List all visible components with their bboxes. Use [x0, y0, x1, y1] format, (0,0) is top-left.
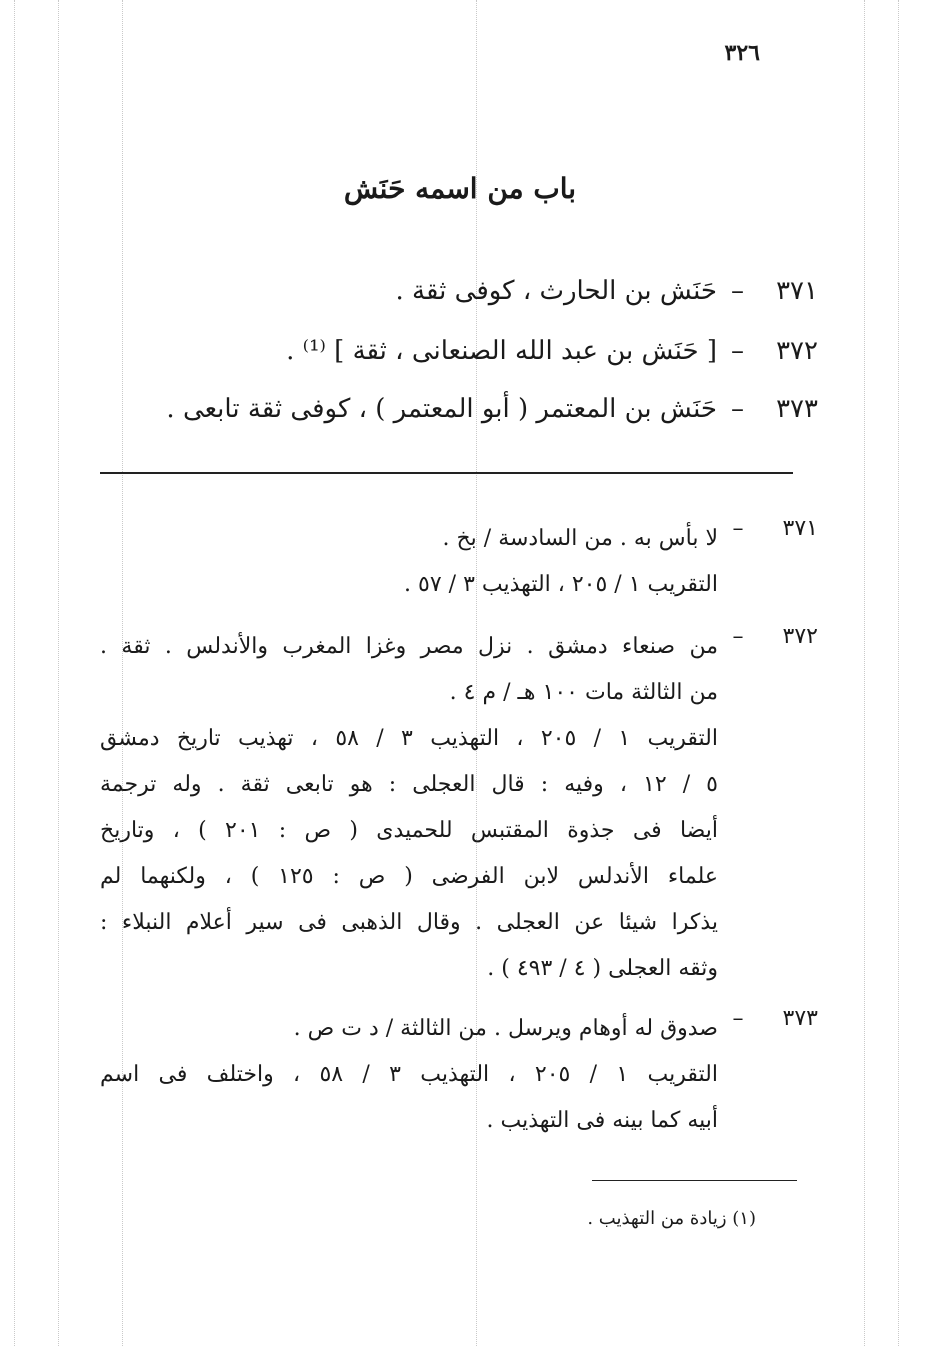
- entry-text: [ حَنَش بن عبد الله الصنعانى ، ثقة ] ⁽¹⁾ .: [286, 336, 717, 366]
- note-line: من صنعاء دمشق . نزل مصر وغزا المغرب والأندلس . ثقة .: [100, 634, 718, 659]
- note-line: وثقه العجلى ( ٤ / ٤٩٣ ) .: [487, 956, 718, 981]
- scan-artifact: [898, 0, 899, 1346]
- scan-artifact: [864, 0, 865, 1346]
- entry-item: [286, 336, 818, 366]
- note-line: أبيه كما بينه فى التهذيب .: [486, 1108, 718, 1133]
- note-line: من الثالثة مات ١٠٠ هـ / م ٤ .: [449, 680, 718, 705]
- note-line: التقريب ١ / ٢٠٥ ، التهذيب ٣ / ٥٨ ، تهذيب تاريخ دمشق: [100, 726, 718, 751]
- entry-dash: –: [731, 394, 744, 424]
- note-body: [100, 1006, 718, 1144]
- entry-item: [396, 276, 818, 306]
- note-body: [100, 624, 718, 992]
- entry-number: ٣٧٣: [776, 394, 818, 424]
- chapter-title: باب من اسمه حَنَش: [343, 172, 577, 205]
- note-dash: –: [732, 516, 744, 541]
- entry-dash: –: [731, 276, 744, 306]
- note-line: ٥ / ١٢ ، وفيه : قال العجلى : هو تابعى ثقة . وله ترجمة: [100, 772, 718, 797]
- note-line: التقريب ١ / ٢٠٥ ، التهذيب ٣ / ٥٧ .: [404, 572, 718, 597]
- scan-artifact: [14, 0, 15, 1346]
- note-number: ٣٧٢: [782, 624, 818, 649]
- note-number: ٣٧٣: [782, 1006, 818, 1031]
- entry-dash: –: [731, 336, 744, 366]
- scan-artifact: [58, 0, 59, 1346]
- footnote: (١) زيادة من التهذيب .: [587, 1208, 756, 1229]
- entry-text: حَنَش بن الحارث ، كوفى ثقة .: [395, 276, 717, 306]
- note-item: [100, 624, 818, 992]
- entry-number: ٣٧٢: [776, 336, 818, 366]
- note-line: أيضا فى جذوة المقتبس للحميدى ( ص : ٢٠١ ) ، وتاريخ: [100, 818, 718, 843]
- note-line: صدوق له أوهام ويرسل . من الثالثة / د ت ص .: [293, 1016, 718, 1041]
- note-number: ٣٧١: [782, 516, 818, 541]
- footnote-divider: [592, 1180, 797, 1181]
- note-dash: –: [732, 1006, 744, 1031]
- note-line: التقريب ١ / ٢٠٥ ، التهذيب ٣ / ٥٨ ، واختلف فى اسم: [100, 1062, 718, 1087]
- note-line: يذكرا شيئا عن العجلى . وقال الذهبى فى سير أعلام النبلاء :: [100, 910, 718, 935]
- entry-text: حَنَش بن المعتمر ( أبو المعتمر ) ، كوفى ثقة تابعى .: [166, 394, 717, 424]
- note-dash: –: [732, 624, 744, 649]
- note-body: [100, 516, 718, 608]
- entry-number: ٣٧١: [776, 276, 818, 306]
- section-divider: [100, 472, 793, 474]
- page-number: ٣٢٦: [724, 40, 760, 66]
- note-line: لا بأس به . من السادسة / بخ .: [442, 526, 718, 551]
- note-item: [100, 516, 818, 608]
- entry-item: [166, 394, 818, 424]
- note-line: علماء الأندلس لابن الفرضى ( ص : ١٢٥ ) ، ولكنهما لم: [100, 864, 718, 889]
- note-item: [100, 1006, 818, 1144]
